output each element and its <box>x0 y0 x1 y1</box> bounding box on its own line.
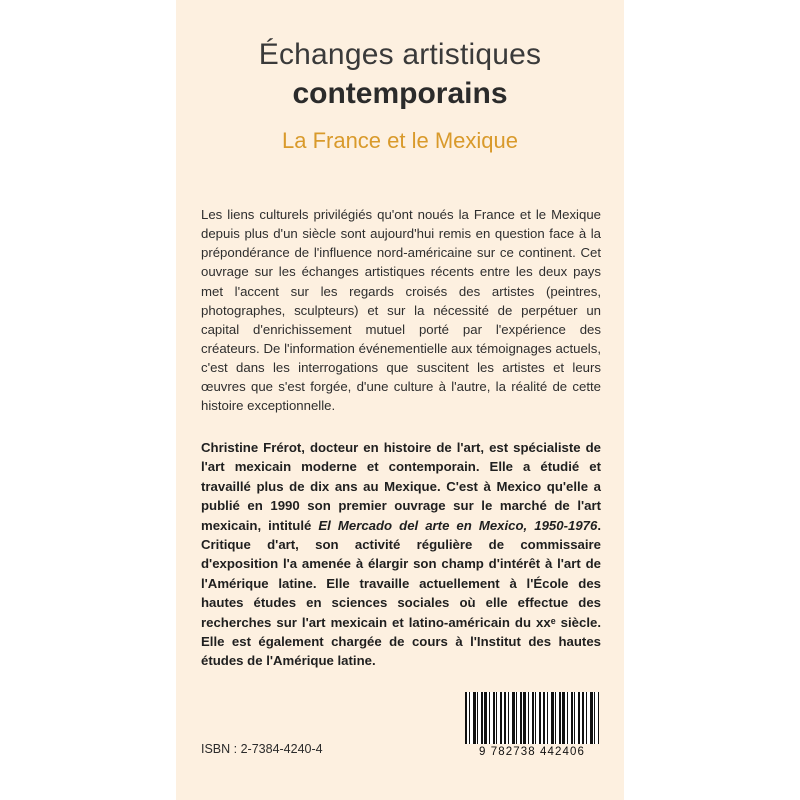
book-subtitle: La France et le Mexique <box>281 128 519 153</box>
book-title-line-2: contemporains <box>292 76 508 110</box>
author-bio <box>201 438 601 671</box>
book-back-cover <box>176 0 624 800</box>
barcode-area <box>465 692 599 758</box>
book-title-line-1: Échanges artistiques <box>258 38 542 71</box>
title-block <box>176 38 624 154</box>
isbn-label: ISBN : 2-7384-4240-4 <box>201 742 323 756</box>
back-cover-blurb: Les liens culturels privilégiés qu'ont noués la France et le Mexique depuis plus d'un siècle sont aujourd'hui remis en question face à la prépondérance de l'influence nord-américaine sur ce continent. Cet ouvrage sur les échanges artistiques récents entre les deux pays met l'accent sur les regards croisés des artistes (peintres, photographes, sculpteurs) et sur la nécessité de perpétuer un capital d'enrichissement mutuel porté par l'expérience des créateurs. De l'information événementielle aux témoignages actuels, c'est dans les interrogations que suscitent les artistes et leurs œuvres que s'est forgée, d'une culture à l'autre, la réalité de cette histoire exceptionnelle. <box>201 207 601 414</box>
author-bio-book-title: El Mercado del arte en Mexico, 1950-1976 <box>318 517 598 533</box>
author-bio-part-2: . Critique d'art, son activité régulière de commissaire d'exposition l'a amenée à élargir son champ d'intérêt à l'art de l'Amérique latine. Elle travaille actuellement à l'École des hautes études en sciences sociales où elle effectue des recherches sur l'art mexicain et latino-américain du xxᵉ siècle. Elle est également chargée de cours à l'Institut des hautes études de l'Amérique latine. <box>201 517 601 669</box>
author-bio-part-1: Christine Frérot, docteur en histoire de l'art, est spécialiste de l'art mexicain moderne et contemporain. Elle a étudié et travaillé plus de dix ans au Mexique. C'est à Mexico qu'elle a publié en 1990 son premier ouvrage sur le marché de l'art mexicain, intitulé <box>201 440 601 533</box>
barcode-icon <box>465 692 599 744</box>
barcode-digits: 9 782738 442406 <box>478 746 586 758</box>
